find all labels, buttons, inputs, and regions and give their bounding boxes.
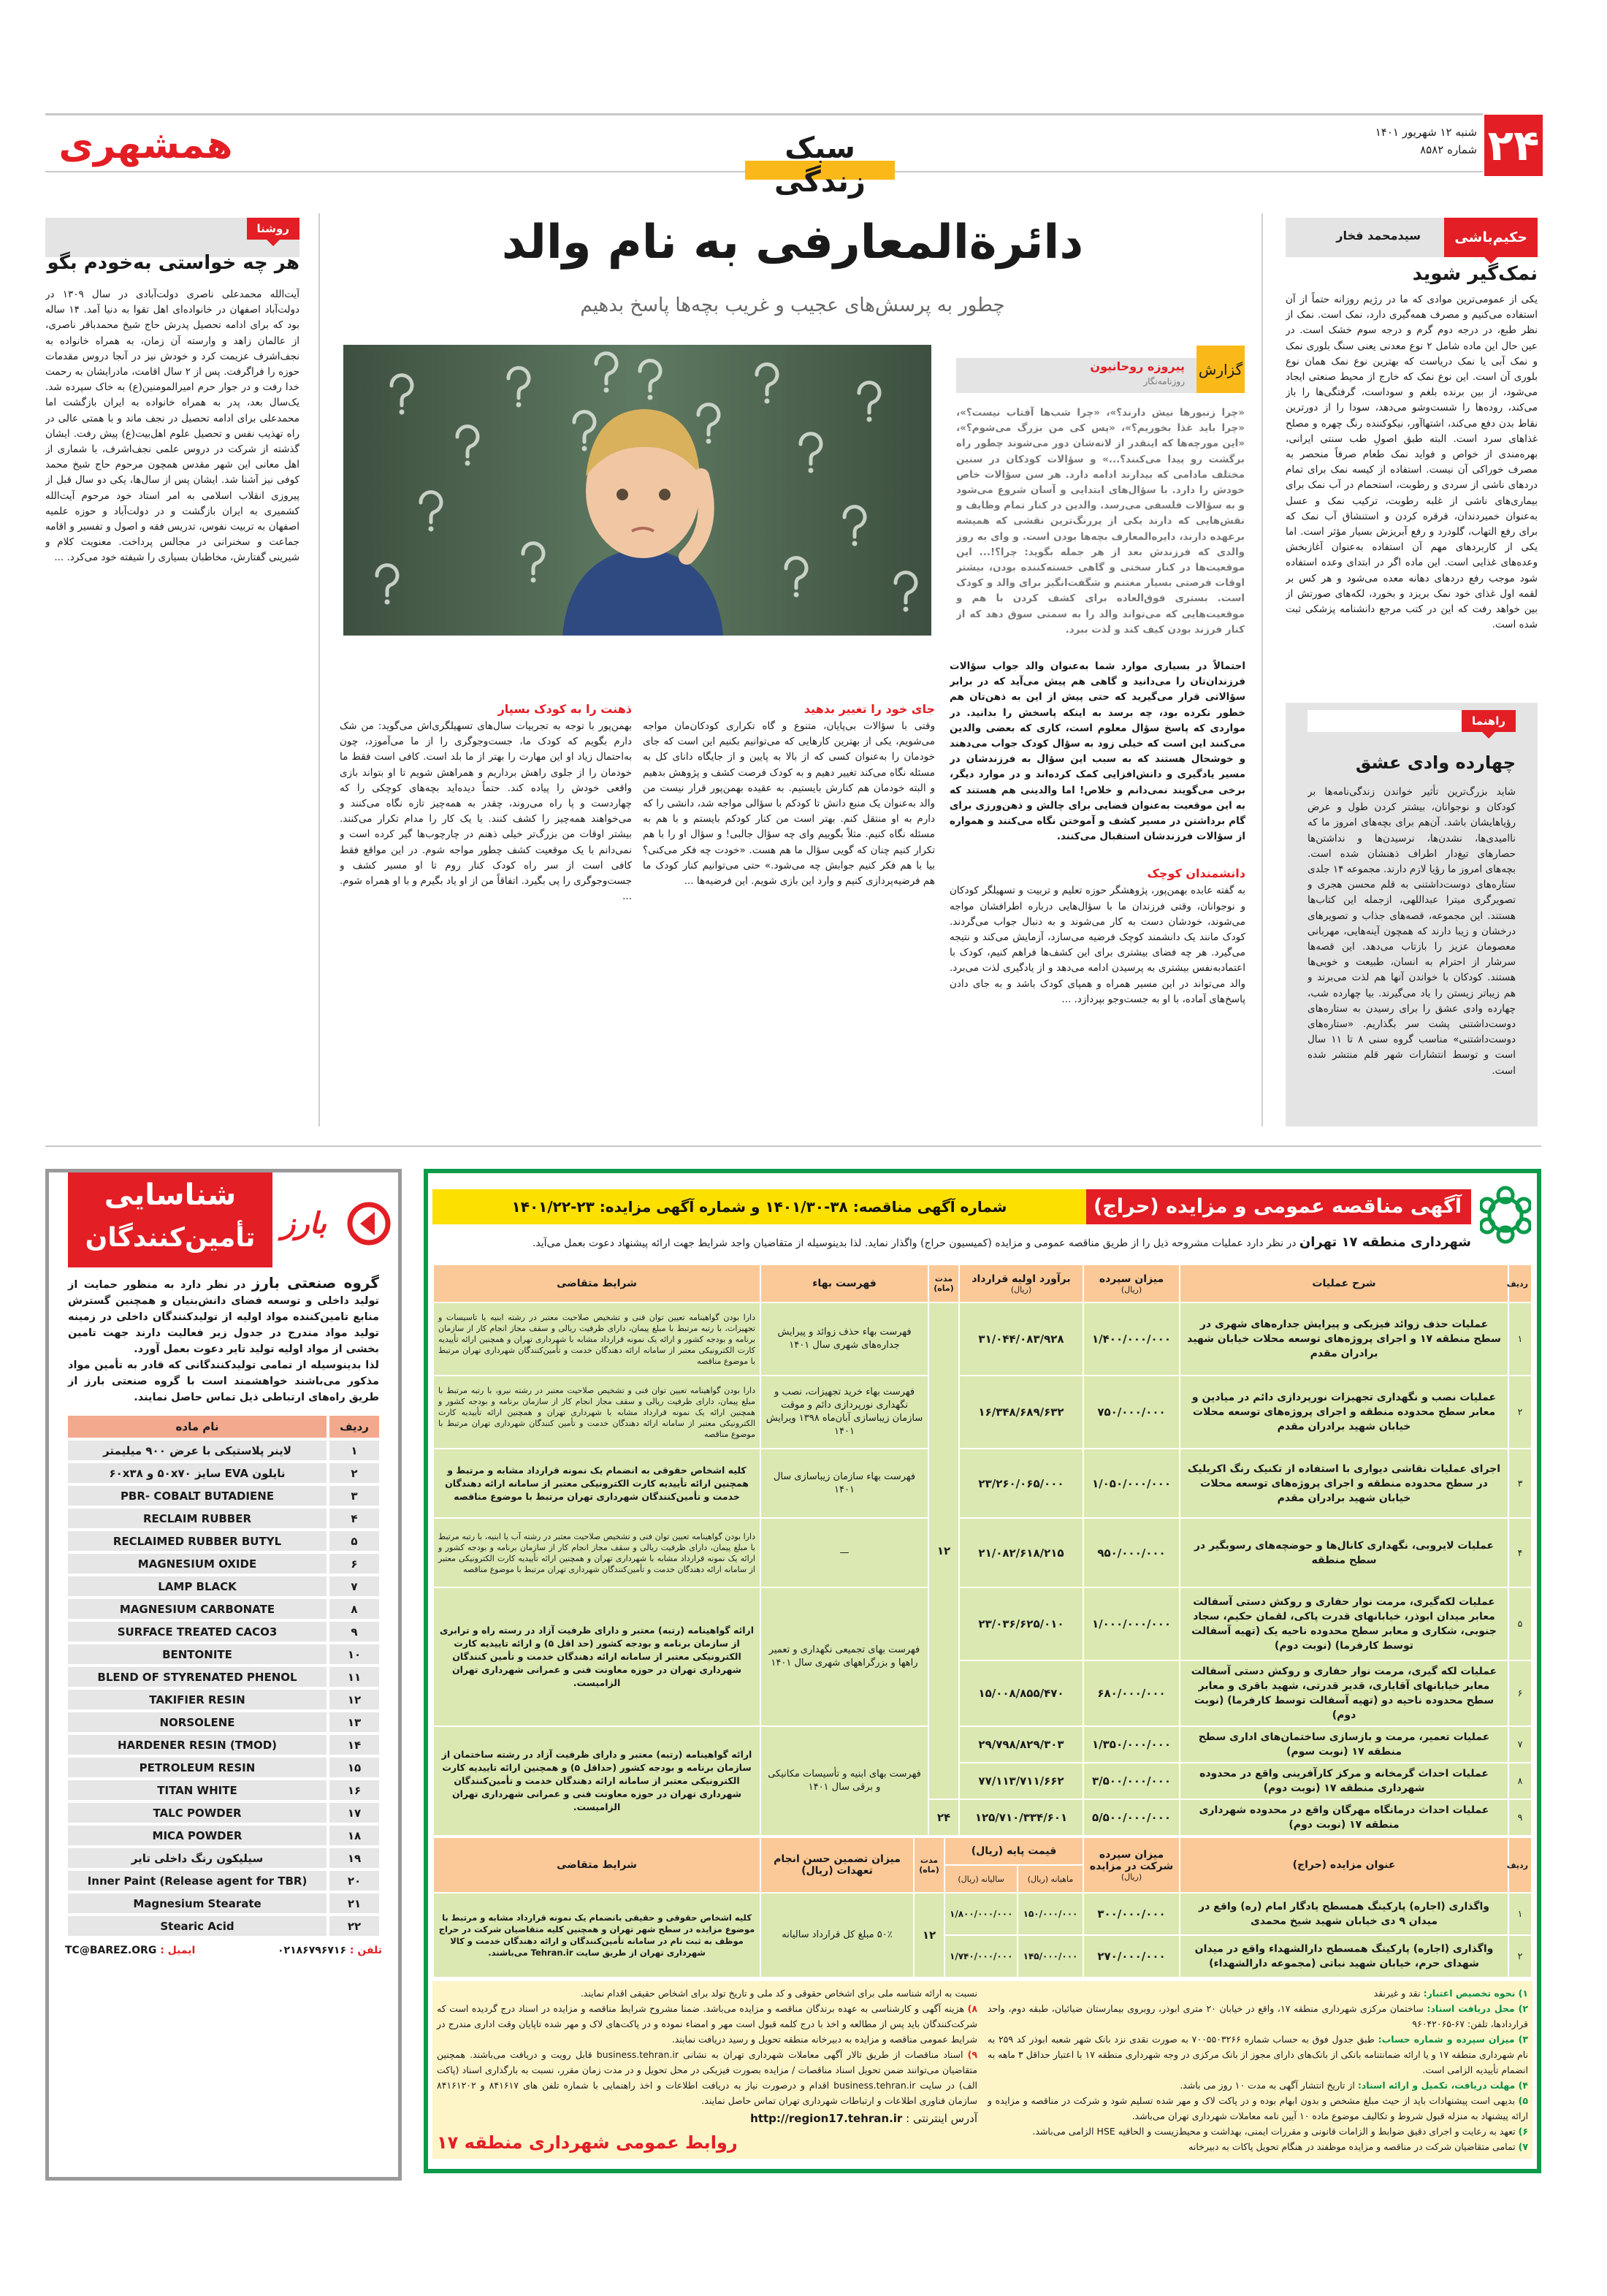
- column-header: [914, 1837, 944, 1893]
- column-divider: [1261, 213, 1263, 1126]
- header-text: میزان سپرده: [1099, 1273, 1164, 1285]
- note-key: ۸): [967, 2003, 977, 2014]
- row-number: ۵: [329, 1531, 379, 1551]
- phone-label: تلفن :: [349, 1945, 382, 1956]
- table-row: [433, 1518, 1532, 1587]
- article-text: بهمن‌پور با توجه به تجربیات سال‌های تسهیلگری‌اش می‌گوید: من شک دارم بگویم که کودک ما، جست‌وجوگری را از ما می‌آموزد، چون به‌احتمال زیاد او این مهارت را بهتر از ما بلد است. کافی است فقط ما خودمان را از جلوی راهش برداریم و همراهش شویم تا او بتواند بازی واقعی خودش را پیاده کند. حتماً دیده‌اید بچه‌های کوچکی را که چهاردست و پا راه می‌روند، چقدر به همه‌چیز تازه نگاه می‌کنند و می‌خواهند همه‌چیز را کشف کنند. یا یک کار را مدام تکرار می‌کنند. بیشتر اوقات من بزرگ‌تر خیلی ذهنم در چارچوب‌ها گیر کرده است و نمی‌دانم با یک موقعیت کشف چطور مواجه شوم. در این مواقع فقط کافی است از سر راه کودک کنار روم تا او مسیر کشف و جست‌وجوگری را پی بگیرد. اتفاقاً من از او یاد بگیرم و با او همراه شوم. ...: [340, 720, 632, 903]
- note-text: هزینه آگهی و کارشناسی به عهده برندگان مناقصه و مزایده می‌باشد. ضمنا مشروح شرایط مناقصه و مزایده در اسناد درج گردیده است که شرکت‌کنندگان باید پس از مطالعه و اخذ با درج کلمه قبول است مهر و امضاء نموده و در پاکت‌های لاک و مهر شده تاپایان وقت اداری مندرج در شرایط عمومی مناقصه و مزایده به دبیرخانه منطقه تحویل و رسید دریافت نمایند.: [437, 2003, 977, 2045]
- article-text: به گفته عابده بهمن‌پور، پژوهشگر حوزه تعلیم و تربیت و تسهیلگر کودکان و نوجوانان، وقتی فرزندان ما با سؤال‌هایی درباره اطرافشان مواجه می‌شوند، خودشان دست به کار می‌شوند و به دنبال جواب می‌گردند. کودک مانند یک دانشمند کوچک فرضیه می‌سازد، آزمایش می‌کند و نتیجه می‌گیرد. هر چه فضای بیشتری برای این کشف‌ها فراهم کنیم، کودک با اعتمادبه‌نفس بیشتری به پرسیدن ادامه می‌دهد و از یادگیری لذت می‌برد. والد می‌تواند در این مسیر همراه و همپای کودک باشد و به جای دادن پاسخ‌های آماده، با او به جست‌وجو بپردازد. ...: [950, 885, 1245, 1005]
- deposit-amount: ۶۸۰/۰۰۰/۰۰۰: [1083, 1660, 1180, 1726]
- price-list: فهرست بهاء خرید تجهیزات، نصب و نگهداری نورپردازی دائم و موقت سازمان زیباسازی آبان‌ماه ۱۳۹۸ ویرایش ۱۴۰۱: [760, 1376, 928, 1449]
- table-row: [68, 1622, 379, 1641]
- row-number: ۲۰: [329, 1871, 379, 1891]
- note-item: [988, 2078, 1528, 2093]
- article-body: یکی از عمومی‌ترین موادی که ما در رژیم روزانه حتماً از آن استفاده می‌کنیم و مصرف همه‌گیری دارد، نمک است. نمک از نظر طبع، در درجه دوم گرم و درجه سوم خشک است. در عین حال این ماده شامل ۲ نوع معدنی یعنی سنگ بلوری نمک و نمک آبی یا نمک دریاست که بهترین نوع نمک همان نوع بلوری آن است. این نوع نمک که خارج از محیط صنعتی ایجاد می‌شود، از بین برنده بلغم و سوداست، گرفتگی‌ها را باز می‌کند، روده‌ها را شست‌وشو می‌دهد، سودا را از دورترین نقاط بدن دفع می‌کند، اشتهاآور، نیکوکننده رنگ چهره و مصلح غذاهای سرد است. البته طبق اصولِ طب سنتی ایرانی، بهره‌مندی از خواص و فواید نمک طعام صرفاً منحصر به مصرف خوراکی آن نیست. استفاده از کیسه نمک برای تمام دردهای ناشی از سردی و رطوبت، استحمام در آب نمک برای بیماری‌های ناشی از غلبه رطوبت، ترکیب نمک و عسل به‌عنوان خمیردندان، قرقره کردن و استنشاق آب نمک که برای رفع التهاب، گلودرد و رفع آبریزش بسیار مؤثر است. اما یکی از کاربردهای مهم آن استفاده به‌عنوان آغازبخش وعده‌های غذایی است. این ماده اگر در ابتدای وعده استفاده شود موجب رفع دردهای دهانه معده می‌شود و هر کس بر لقمه اول غذای خود نمک بریزد و بخورد، لکه‌های صورتش از بین خواهد رفت که این در کتب مرجع دانشنامه پزشکی ثبت شده است.: [1286, 294, 1538, 631]
- section-title-text: سبک زندگی: [774, 131, 866, 199]
- column-header: فهرست بهاء: [760, 1265, 928, 1303]
- row-number: ۶: [329, 1554, 379, 1574]
- column-header: شرایط متقاضی: [433, 1265, 760, 1303]
- row-number: ۱۷: [329, 1803, 379, 1823]
- author-name: سیدمحمد فخار: [1336, 229, 1421, 243]
- note-key: ۷): [1518, 2141, 1528, 2152]
- note-item: [988, 1986, 1528, 2001]
- kicker-report: گزارش: [1196, 346, 1245, 393]
- header-unit: (ماه): [919, 1865, 939, 1874]
- row-number: ۹: [329, 1622, 379, 1641]
- row-number: ۱: [1508, 1303, 1532, 1376]
- column-divider: [318, 213, 320, 1126]
- ad-contacts: [65, 1945, 382, 1956]
- row-number: ۸: [1508, 1763, 1532, 1799]
- table-row: [433, 1449, 1532, 1518]
- note-text: اسناد مناقصات از طریق تالار آگهی معاملات شهرداری تهران به نشانی business.tehran.ir قابل رویت و دریافت می‌باشند. همچنین متقاضیان می‌توانند ضمن تحویل اسناد مناقصات / مزایده بصورت فیزیکی در محل تحویل و در مدت زمان مقرر، نسبت به بارگذاری اسناد (پاکت الف) در سایت business.tehran.ir اقدام و درصورت نیاز به دریافت اطلاعات و اخذ راهنمایی با شماره تلفن های ۸۴۱۶۱۷ و ۸۴۱۶۱۲۰۲ سازمان فناوری اطلاعات و ارتباطات شهرداری تهران تماس حاصل نمایند.: [437, 2049, 978, 2106]
- tender-ad: [424, 1169, 1541, 2173]
- article-intro: «چرا زنبورها نیش دارند؟»، «چرا شب‌ها آفتاب نیست؟»، «چرا باید غذا بخوریم؟»، «پس کی من بزرگ می‌شوم؟»، «این مورچه‌ها که اینقدر از لانه‌شان دور می‌شوند چطور راه برگشت رو پیدا می‌کنند؟...» و سؤالات کودکان در سنین مختلف مادامی که بیدارند ادامه دارد. هر سن سؤالات خاص خودش را دارد. با سؤال‌های ابتدایی و آسان شروع می‌شود و به سؤالات فلسفی می‌رسد. والدین در کنار تمام وظایف و نقش‌هایی که دارند یکی از پررنگ‌ترین نقشی که همیشه برعهده دارند، دایره‌المعارف بچه‌ها بودن است. و وای به روز والدی که فرزندش بعد از هر جمله بگوید: چرا؟!... این موقعیت‌ها در کنار سختی و گاهی خسته‌کننده بودن، بیشتر اوقات فرصتی بسیار مغتنم و شگفت‌انگیز برای والد و کودک است. بستری فوق‌العاده برای کشف کردن با هم و موقعیت‌هایی که می‌تواند والد را به سمتی سوق دهد که از کنار فرزند بودن کیف کند و لذت ببرد.: [956, 407, 1245, 636]
- phone: [278, 1945, 382, 1956]
- note-item: [437, 1986, 977, 2001]
- operation-description: عملیات حذف زوائد فیزیکی و پیرایش جداره‌های شهری در سطح منطقه ۱۷ و اجرای پروژه‌های توسعه محلات خیابان شهید برادران مقدم: [1180, 1303, 1508, 1376]
- material-name: لاینر پلاستیکی با عرض ۹۰۰ میلیمتر: [68, 1441, 327, 1460]
- table-row: [68, 1848, 379, 1868]
- column-header: شرایط متقاضی: [433, 1837, 760, 1893]
- barez-logo-text: بارز: [281, 1207, 327, 1240]
- header-text: مدت: [920, 1856, 939, 1865]
- deposit-amount: ۱/۰۵۰/۰۰۰/۰۰۰: [1083, 1449, 1180, 1518]
- email: [65, 1945, 195, 1956]
- column-header: میزان تضمین حسن انجام تعهدات (ریال): [760, 1837, 914, 1893]
- table-row: [68, 1554, 379, 1574]
- price-list: فهرست بهای ابنیه و تأسیسات مکانیکی و برقی سال ۱۴۰۱: [760, 1726, 928, 1836]
- question-marks-chalkboard-illustration: [343, 345, 931, 636]
- column-header: [959, 1265, 1083, 1303]
- website-link[interactable]: http://region17.tehran.ir: [750, 2112, 903, 2125]
- notes-left-column: [437, 1986, 977, 2154]
- tender-table: [432, 1264, 1532, 1978]
- material-name: Inner Paint (Release agent for TBR): [68, 1871, 327, 1891]
- contract-estimate: ۱۵/۰۰۸/۸۵۵/۴۷۰: [959, 1660, 1083, 1726]
- table-row: [433, 1587, 1532, 1660]
- material-name: PBR- COBALT BUTADIENE: [68, 1486, 327, 1506]
- row-number: ۴: [329, 1509, 379, 1528]
- yearly-price: ۱/۸۰۰/۰۰۰/۰۰۰: [944, 1893, 1018, 1935]
- note-text: ساختمان مرکزی شهرداری منطقه ۱۷، واقع در خیابان ۲۰ متری ابوذر، روبروی بیمارستان ضیائیان، طبقه دوم، واحد قراردادها، تلفن: ۶۷-۹۶۰۴۲۰۶۵: [988, 2003, 1528, 2029]
- row-number: ۱۴: [329, 1735, 379, 1755]
- author-role: روزنامه‌نگار: [1143, 376, 1185, 386]
- note-text: تعهد به رعایت و اجرای دقیق ضوابط و الزامات قانونی و مقررات ایمنی، بهداشت و محیط‌زیست و الحاقیه HSE الزامی می‌باشد.: [1032, 2126, 1516, 2137]
- duration-months: ۱۲: [928, 1303, 959, 1799]
- tender-numbers: شماره آگهی مناقصه: ۳۸-۱۴۰۱/۳۰ و شماره آگهی مزایده: ۲۳-۱۴۰۱/۲۲: [432, 1189, 1086, 1224]
- contract-estimate: ۷۷/۱۱۳/۷۱۱/۶۶۲: [959, 1763, 1083, 1799]
- applicant-conditions: ارائه گواهینامه (رتبه) معتبر و دارای ظرفیت آزاد در رشته ساختمان از سازمان برنامه و بودجه کشور (حداقل ۵) و همچنین ارائه تاییدیه کارت الکترونیکی معتبر از سامانه ارائه دهندگان خدمت و تأمین‌کنندگان شهرداری تهران در حوزه معاونت فنی و عمرانی شهرداری تهران الزامیست.: [433, 1726, 760, 1836]
- note-text: طبق جدول فوق به حساب شماره ۷۰۰۵۵۰۳۲۶۶ به صورت نقدی نزد بانک شهر شعبه ابوذر کد ۲۵۹ به نام شهرداری منطقه ۱۷ و یا ارائه ضمانتنامه بانکی از بانک‌های دارای مجوز از بانک مرکزی در وجه شهرداری منطقه ۱۷ با اعتبار حداقل ۳ ماهه به انضمام تأییدیه الزامی است.: [988, 2034, 1528, 2075]
- column-header: شرح عملیات: [1180, 1265, 1508, 1303]
- row-number: ۸: [329, 1599, 379, 1619]
- guide-body: شاید بزرگ‌ترین تأثیر خواندن زندگی‌نامه‌ها بر کودکان و نوجوانان، بیشتر کردن طول و عرض رؤیاهایشان باشد. آن‌هم برای بچه‌های امروز ما که ناامیدی‌ها، نشدن‌ها، نرسیدن‌ها و نداشتن‌ها حصارهای تیغ‌دار اطراف ذهنشان شده است. بچه‌های امروز ما رؤیا لازم دارند. مجموعه ۱۴ جلدی ستاره‌های دوست‌داشتنی به قلم محسن هجری و تصویرگری میترا عبداللهی، ازجمله این کتاب‌ها هستند. این مجموعه، قصه‌های جذاب و تصویرهای درخشان و زیبا دارند که همچون آینه‌هایی، مهربانی معصومان عزیز را بازتاب می‌دهد. این قصه‌ها سرشار از احترام به انسان، طبیعت و خوبی‌ها هستند. کودکان با خواندن آنها هم لذت می‌برند و هم زیباتر زیستن را یاد می‌گیرند. بیا چهارده شب، چهارده وادی عشق را برای رسیدن به ستاره‌های دوست‌داشتنی پشت سر بگذاریم. «ستاره‌های دوست‌داشتنی» مناسب گروه سنی ۸ تا ۱۱ سال است و توسط انتشارات شهر قلم منتشر شده است.: [1308, 786, 1516, 1077]
- deposit-amount: ۹۵۰/۰۰۰/۰۰۰: [1083, 1518, 1180, 1587]
- auction-title: واگذاری (اجاره) پارکینگ همسطح دارالشهداء واقع در میدان شهدای حرم، خیابان شهید نباتی (مجموعه دارالشهداء): [1180, 1935, 1508, 1977]
- deposit-amount: ۳/۵۰۰/۰۰۰/۰۰۰: [1083, 1763, 1180, 1799]
- deposit-amount: ۷۵۰/۰۰۰/۰۰۰: [1083, 1376, 1180, 1449]
- table-row: [68, 1576, 379, 1596]
- header-unit: (ماه): [934, 1284, 954, 1293]
- guarantee-amount: ۵۰٪ مبلغ کل قرارداد سالیانه: [760, 1893, 914, 1977]
- header-unit: (ریال): [1121, 1872, 1142, 1882]
- row-number: ۷: [329, 1576, 379, 1596]
- operation-description: عملیات نصب و نگهداری تجهیزات نورپردازی دائم در میادین و معابر سطح محدوده منطقه و اجرای پروژه‌های توسعه محلات خیابان شهید برادران مقدم: [1180, 1376, 1508, 1449]
- operation-description: عملیات تعمیر، مرمت و بازسازی ساختمان‌های اداری سطح منطقه ۱۷ (نوبت سوم): [1180, 1726, 1508, 1763]
- contract-estimate: ۱۲۵/۷۱۰/۳۳۴/۶۰۱: [959, 1799, 1083, 1836]
- operation-description: عملیات لکه‌گیری، مرمت نوار حفاری و روکش دستی آسفالت معابر میدان ابوذر، خیابانهای قدرت پاکی، لقمان حکیم، سجاد جنوبی، شکاری و معابر سطح محدوده ناحیه یک (تهیه آسفالت توسط کارفرما) (نوبت دوم): [1180, 1587, 1508, 1660]
- child-figure: [562, 409, 723, 636]
- header-unit: (ریال): [1121, 1284, 1142, 1294]
- subheading: ذهنت را به کودک بسپار: [497, 702, 632, 716]
- row-number: ۱: [1508, 1893, 1532, 1935]
- note-item: [988, 2124, 1528, 2139]
- note-item: [988, 2139, 1528, 2154]
- operation-description: عملیات احداث گرمخانه و مرکز کارآفرینی واقع در محدوده شهرداری منطقه ۱۷ (نوبت دوم): [1180, 1763, 1508, 1799]
- column-header: [1083, 1265, 1180, 1303]
- note-text: نقد و غیرنقد: [1373, 1988, 1421, 1999]
- material-name: Stearic Acid: [68, 1916, 327, 1936]
- barez-ad: [45, 1169, 402, 2181]
- table-row: [433, 1893, 1532, 1935]
- row-number: ۶: [1508, 1660, 1532, 1726]
- header-text: برآورد اولیه قرارداد: [972, 1273, 1071, 1285]
- tender-title: آگهی مناقصه عمومی و مزایده (حراج): [1084, 1189, 1471, 1224]
- row-number: ۹: [1508, 1799, 1532, 1836]
- material-name: نایلون EVA سایز ۵۰x۷۰ و ۶۰x۳۸: [68, 1463, 327, 1483]
- row-number: ۲: [1508, 1376, 1532, 1449]
- row-number: ۱۶: [329, 1780, 379, 1800]
- material-name: HARDENER RESIN (TMOD): [68, 1735, 327, 1755]
- contract-estimate: ۲۹/۷۹۸/۸۲۹/۳۰۳: [959, 1726, 1083, 1763]
- column-header: ردیف: [1508, 1837, 1532, 1893]
- material-name: TITAN WHITE: [68, 1780, 327, 1800]
- ad-intro-text-2: لذا بدینوسیله از تمامی تولیدکنندگانی که قادر به تأمین مواد مذکور می‌باشند خواهشمند است با گروه صنعتی بارز از طریق راه‌های ارتباطی ذیل تماس حاصل نمایند.: [68, 1359, 379, 1403]
- column-label-bar: [1286, 218, 1538, 257]
- note-key: ۴) مهلت دریافت، تکمیل و ارائه اسناد:: [1357, 2080, 1528, 2091]
- row-number: ۲۲: [329, 1916, 379, 1936]
- row-number: ۱۹: [329, 1848, 379, 1868]
- article-column-2: [643, 698, 935, 1126]
- duration-months: ۲۴: [928, 1799, 959, 1836]
- contract-estimate: ۲۳/۰۳۶/۶۲۵/۰۱۰: [959, 1587, 1083, 1660]
- deposit-amount: ۲۷۰/۰۰۰/۰۰۰: [1083, 1935, 1180, 1977]
- ad-headline-box: [68, 1172, 272, 1267]
- tender-intro: [434, 1235, 1471, 1250]
- material-name: SURFACE TREATED CACO3: [68, 1622, 327, 1641]
- materials-table: [65, 1413, 382, 1939]
- note-text: از تاریخ انتشار آگهی به مدت ۱۰ روز می باشد.: [1180, 2080, 1355, 2091]
- header-unit: (ریال): [1010, 1284, 1032, 1294]
- main-subtitle: چطور به پرسش‌های عجیب و غریب بچه‌ها پاسخ بدهیم: [580, 294, 1005, 316]
- column-header: [1083, 1837, 1180, 1893]
- kicker-rahnama: راهنما: [1462, 710, 1516, 732]
- article-photo: [343, 345, 931, 636]
- column-header-name: نام ماده: [68, 1416, 327, 1438]
- article-title: نمک‌گیر شوید: [1412, 263, 1538, 285]
- row-number: ۱۵: [329, 1758, 379, 1777]
- hamshahri-logo: همشهری: [58, 123, 233, 167]
- note-text: نسبت به ارائه شناسه ملی برای اشخاص حقوقی و کد ملی و تاریخ تولد برای اشخاص حقیقی اقدام نمایند.: [580, 1988, 977, 1999]
- notes-right-column: [988, 1986, 1528, 2154]
- barez-logo-emblem-icon: [347, 1202, 391, 1246]
- operation-description: اجرای عملیات نقاشی دیواری با استفاده از تکنیک رنگ اکریلیک در سطح محدوده منطقه و اجرای پروژه‌های توسعه محلات خیابان شهید برادران مقدم: [1180, 1449, 1508, 1518]
- signature: روابط عمومی شهرداری منطقه ۱۷: [437, 2132, 738, 2153]
- note-item: [988, 2032, 1528, 2078]
- article-title: هر چه خواستی به‌خودم بگو: [47, 252, 299, 274]
- row-number: ۷: [1508, 1726, 1532, 1763]
- column-header-row: ردیف: [329, 1416, 379, 1438]
- kicker-roshana: روشنا: [247, 218, 299, 240]
- phone-number: ۰۲۱۸۶۷۹۶۷۱۶: [278, 1945, 346, 1956]
- row-number: ۱۲: [329, 1690, 379, 1709]
- applicant-conditions: دارا بودن گواهینامه تعیین توان فنی و تشخیص صلاحیت معتبر در رشته ابنیه یا تاسیسات و تجهیزات، با رتبه مرتبط با مبلغ پیمان، دارای ظرفیت ریالی و سقف مجاز انجام کار از سازمان برنامه و بودجه کشور و ارائه یک نمونه قرارداد مشابه با شهرداری تهران و همچنین ارائه تأییدیه کارت الکترونیکی معتبر از سامانه ارائه دهندگان خدمت و تأمین‌کنندگان شهرداری تهران مرتبط با موضوع مناقصه: [433, 1303, 760, 1376]
- subheading: جای خود را تغییر بدهید: [804, 702, 935, 716]
- table-row: [433, 1303, 1532, 1376]
- website-label: آدرس اینترنتی :: [906, 2112, 977, 2125]
- column-label-bar: [45, 218, 299, 257]
- article-column-1: [950, 659, 1245, 1126]
- table-row: [68, 1644, 379, 1664]
- row-number: ۱۳: [329, 1712, 379, 1732]
- material-name: MAGNESIUM CARBONATE: [68, 1599, 327, 1619]
- column-header: ردیف: [1508, 1265, 1532, 1303]
- material-name: BLEND OF STYRENATED PHENOL: [68, 1667, 327, 1687]
- applicant-conditions: کلیه اشخاص حقوقی به انضمام یک نمونه قرارداد مشابه و مرتبط و همچنین ارائه تأییدیه کارت الکترونیکی معتبر از سامانه ارائه دهندگان خدمت و تأمین‌کنندگان شهرداری تهران مرتبط با موضوع مناقصه: [433, 1449, 760, 1518]
- row-number: ۵: [1508, 1587, 1532, 1660]
- yearly-price: ۱/۷۴۰/۰۰۰/۰۰۰: [944, 1935, 1018, 1977]
- note-item: [437, 2001, 977, 2047]
- note-key: ۶): [1518, 2126, 1528, 2137]
- note-key: ۱) نحوه تخصیص اعتبار:: [1423, 1988, 1528, 1999]
- price-list: فهرست بهاء حذف زوائد و پیرایش جداره‌های شهری سال ۱۴۰۱: [760, 1303, 928, 1376]
- table-row: [68, 1916, 379, 1936]
- org-name: شهرداری منطقه ۱۷ تهران: [1299, 1235, 1471, 1250]
- note-key: ۲) محل دریافت اسناد:: [1427, 2003, 1528, 2014]
- column-header: سالیانه (ریال): [944, 1865, 1018, 1893]
- guide-title: چهارده وادی عشق: [1355, 752, 1516, 773]
- company-name: گروه صنعتی بارز: [251, 1274, 379, 1292]
- row-number: ۲۱: [329, 1893, 379, 1913]
- note-key: ۹): [967, 2049, 977, 2060]
- row-number: ۱۸: [329, 1826, 379, 1845]
- material-name: Magnesium Stearate: [68, 1893, 327, 1913]
- applicant-conditions: ارائه گواهینامه (رتبه) معتبر و دارای ظرفیت آزاد در رسته راه و ترابری از سازمان برنامه و بودجه کشور (حد اقل ۵) و ارائه تاییدیه کارت الکترونیکی معتبر از سامانه ارائه دهندگان خدمت و تأمین کنندگان شهرداری تهران در حوزه معاونت فنی و عمرانی شهرداری تهران الزامیست.: [433, 1587, 760, 1726]
- reporter-byline: [956, 358, 1245, 393]
- table-row: [68, 1871, 379, 1891]
- note-key: ۵): [1518, 2095, 1529, 2106]
- tehran-municipality-logo-icon: [1480, 1182, 1531, 1248]
- contract-estimate: ۲۳/۲۶۰/۰۶۵/۰۰۰: [959, 1449, 1083, 1518]
- material-name: RECLAIMED RUBBER BUTYL: [68, 1531, 327, 1551]
- monthly-price: ۱۵۰/۰۰۰/۰۰۰: [1018, 1893, 1083, 1935]
- note-item: [988, 2001, 1528, 2032]
- ad-headline: شناسایی: [104, 1178, 237, 1212]
- guide-label-bar: [1308, 710, 1516, 732]
- material-name: BENTONITE: [68, 1644, 327, 1664]
- row-number: ۱۱: [329, 1667, 379, 1687]
- column-header: عنوان مزایده (حراج): [1180, 1837, 1508, 1893]
- table-row: [68, 1826, 379, 1845]
- price-list: فهرست بهاء سازمان زیباسازی سال ۱۴۰۱: [760, 1449, 928, 1518]
- article-body: آیت‌الله محمدعلی ناصری دولت‌آبادی در سال ۱۳۰۹ در دولت‌آباد اصفهان در خانواده‌ای اهل تقوا به دنیا آمد. ۱۴ ساله بود که برای ادامه تحصیل پدرش حاج شیخ محمدباقر ناصری، از عالمان زاهد و وارسته آن زمان، به همراه خانواده به نجف‌اشرف عزیمت کرد و خودش نیز در آنجا دروس مقدمات حوزه را فراگرفت. پس از ۲ سال اقامت، مادرایشان به رحمت خدا رفت و در جوار حرم امیرالمومنین(ع) به خاک سپرده شد. یک‌سال بعد، پدر به همراه خانواده به ایران بازگشت اما محمدعلی برای ادامه تحصیل در نجف ماند و با همتی عالی در راه تهذیب نفس و تحصیل علوم اهل‌بیت(ع) پیش رفت. ایشان گذشته از شرکت در دروس علمی نجف‌اشرف، با شماری از اهل معانی این شهر مقدس همچون مرحوم حاج شیخ محمد کوفی نیز آشنا شد. ایشان پس از سال‌ها، یکی دو سال قبل از پیروزی انقلاب اسلامی به امر استاد خود مرحوم آیت‌الله کشمیری به ایران بازگشت و در دولت‌آباد و حوزه علمیه اصفهان به تربیت نفوس، تدریس فقه و اصول و تفسیر و اقامه جماعت و سخنرانی در مجالس پرداخت. معنویت کلام و شیرینی گفتارش، مخاطبان بسیاری را شیفته خود می‌کرد. ...: [45, 289, 299, 564]
- row-number: ۱: [329, 1441, 379, 1460]
- table-row: [68, 1509, 379, 1528]
- applicant-conditions: کلیه اشخاص حقوقی و حقیقی بانضمام یک نمونه قرارداد مشابه و مرتبط با موضوع مزایده در سطح شهر تهران و همچنین کلیه متقاضیان شرکت در حراج موظف به ثبت نام در سامانه تأمین‌کنندگان و ارائه دهندگان خدمت و کالا شهرداری تهران از طریق سایت Tehran.ir می‌باشند.: [433, 1893, 760, 1977]
- note-key: ۳) میزان سپرده و شماره حساب:: [1378, 2034, 1529, 2045]
- deposit-amount: ۱/۴۰۰/۰۰۰/۰۰۰: [1083, 1303, 1180, 1376]
- row-number: ۲: [329, 1463, 379, 1483]
- article-text: احتمالاً در بسیاری موارد شما به‌عنوان والد جواب سؤالات فرزندان‌تان را می‌دانید و گاهی هم پیش می‌آید که در برابر سؤالاتی قرار می‌گیرید که حتی پیش از این به ذهن‌تان هم خطور نکرده بود، چه برسد به اینکه پاسخش را بدانید. در مواردی که پاسخ سؤال معلوم است، کاری که بعضی والدین می‌کنند این است که خیلی زود به سؤال کودک جواب می‌دهند و خوشحال هستند که به سبب این سؤال به فرزندشان در مسیر یادگیری و دانش‌افزایی کمک کرده‌اند و در موارد دیگر، برخی می‌گویند نمی‌دانم و خلاص! اما والدینی هم هستند که به این موقعیت به‌عنوان فضایی برای چالش و ذهن‌ورزی برای گام برداشتن در مسیر کشف و آموختن نگاه می‌کنند و همواره از سؤالات فرزندشان استقبال می‌کنند.: [950, 660, 1245, 843]
- material-name: NORSOLENE: [68, 1712, 327, 1732]
- main-headline: دائرةالمعارفی به نام والد: [501, 216, 1084, 270]
- column-header: [928, 1265, 959, 1303]
- deposit-amount: ۱/۳۵۰/۰۰۰/۰۰۰: [1083, 1726, 1180, 1763]
- material-name: TALC POWDER: [68, 1803, 327, 1823]
- row-number: ۲: [1508, 1935, 1532, 1977]
- row-number: ۴: [1508, 1518, 1532, 1587]
- table-row: [68, 1463, 379, 1483]
- kicker-hakimbashi: حکیم‌باشی: [1444, 218, 1538, 257]
- applicant-conditions: دارا بودن گواهینامه تعیین توان فنی و تشخیص صلاحیت معتبر در رشته نیرو، با رتبه مرتبط با مبلغ پیمان، دارای ظرفیت ریالی و سقف مجاز انجام کار از سازمان برنامه و بودجه کشور و همچنین ارائه یک نمونه قرارداد مشابه با شهرداری تهران و همچنین ارائه تأییدیه کارت الکترونیکی معتبر از سامانه ارائه دهندگان خدمت و تأمین کنندگان شهرداری تهران مرتبط با موضوع مناقصه: [433, 1376, 760, 1449]
- ad-headline: تأمین‌کنندگان: [85, 1223, 256, 1253]
- table-row: [68, 1486, 379, 1506]
- email-address[interactable]: TC@BAREZ.ORG: [65, 1945, 157, 1956]
- table-row: [68, 1780, 379, 1800]
- barez-logo: [281, 1202, 391, 1246]
- table-row: [68, 1690, 379, 1709]
- operation-description: عملیات لکه گیری، مرمت نوار حفاری و روکش دستی آسفالت معابر خیابانهای آقایاری، قدیر قدرتی، شهید باقری و معابر سطح محدوده ناحیه دو (تهیه آسفالت توسط کارفرما) (نوبت دوم): [1180, 1660, 1508, 1726]
- ads-separator: [45, 1145, 1541, 1147]
- column-header: قیمت پایه (ریال): [944, 1837, 1083, 1865]
- issue-number: شماره ۸۵۸۲: [1420, 143, 1477, 156]
- material-name: TAKIFIER RESIN: [68, 1690, 327, 1709]
- deposit-amount: ۵/۵۰۰/۰۰۰/۰۰۰: [1083, 1799, 1180, 1836]
- column-header: ماهیانه (ریال): [1018, 1865, 1083, 1893]
- row-number: ۳: [1508, 1449, 1532, 1518]
- tender-notes: [432, 1981, 1532, 2159]
- material-name: MICA POWDER: [68, 1826, 327, 1845]
- section-title: [745, 131, 895, 199]
- contract-estimate: ۱۶/۳۴۸/۶۸۹/۶۳۲: [959, 1376, 1083, 1449]
- applicant-conditions: دارا بودن گواهینامه تعیین توان فنی و تشخیص صلاحیت معتبر در رشته آب یا ابنیه، با رتبه مرتبط با مبلغ پیمان، دارای ظرفیت ریالی و سقف مجاز انجام کار از سازمان برنامه و بودجه کشور و ارائه یک نمونه قرارداد مشابه با شهرداری تهران و همچنین ارائه تأییدیه کارت الکترونیکی معتبر از سامانه ارائه دهندگان خدمت و تأمین‌کنندگان شهرداری تهران مرتبط با موضوع مناقصه: [433, 1518, 760, 1587]
- article-text: وقتی با سؤالات بی‌پایان، متنوع و گاه تکراری کودکان‌مان مواجه می‌شویم، یکی از بهترین کارهایی که می‌توانیم بکنیم این است که جای خودمان را به‌عنوان کسی که از بالا به پایین و از جایگاه دانای کل به مسئله نگاه می‌کند تغییر دهیم و به کودک فرصت کشف و پژوهش بدهیم و البته خودمان هم کنارش بایستیم. به عقیده بهمن‌پور قرار نیست من والد به‌عنوان یک منبع دانش تا کودکم با سؤالی مواجه شد، دانشی را که دارم به او منتقل کنم. بهتر است من کنار کودکم بایستم و با هم به مسئله نگاه کنیم. مثلاً بگوییم وای چه سؤال جالبی! و سؤال او را با هم تکرار کنیم چنان که گویی سؤال ما هم هست. «خودت چه فکر می‌کنی؟ بیا با هم فکر کنیم جوابش چه می‌شود.» حتی می‌توانیم کنار کودک ما هم فرضیه‌پردازی کنیم و وارد این بازی شویم. این فرضیه‌ها ...: [643, 720, 935, 888]
- table-row: [68, 1599, 379, 1619]
- note-item: [988, 2093, 1528, 2124]
- ad-intro: [65, 1275, 382, 1406]
- duration-months: ۱۲: [914, 1893, 944, 1977]
- monthly-price: ۱۴۵/۰۰۰/۰۰۰: [1018, 1935, 1083, 1977]
- table-row: [68, 1667, 379, 1687]
- author-name: پیروزه روحانیون: [1090, 359, 1185, 373]
- subheading: دانشمندان کوچک: [1147, 866, 1245, 881]
- guide-box: [1286, 703, 1538, 1126]
- row-number: ۳: [329, 1486, 379, 1506]
- email-label: ایمیل :: [160, 1945, 196, 1956]
- material-name: LAMP BLACK: [68, 1576, 327, 1596]
- material-name: سیلیکون رنگ داخلی تایر: [68, 1848, 327, 1868]
- row-number: ۱۰: [329, 1644, 379, 1664]
- contract-estimate: ۳۱/۰۴۴/۰۸۳/۹۲۸: [959, 1303, 1083, 1376]
- operation-description: عملیات لایروبی، نگهداری کانال‌ها و حوضچه‌های رسوبگیر در سطح منطقه: [1180, 1518, 1508, 1587]
- table-row: [68, 1803, 379, 1823]
- table-row: [433, 1376, 1532, 1449]
- price-list: فهرست بهای تجمیعی نگهداری و تعمیر راهها و بزرگراههای شهری سال ۱۴۰۱: [760, 1587, 928, 1726]
- note-text: بدیهی است پیشنهادات باید از حیث مبلغ مشخص و بدون ابهام بوده و در پاکت لاک و مهر شده تسلیم شود و شرکت در مناقصه و مزایده و ارائه پیشنهاد به منزله قبول شروط و تکالیف موضوع ماده ۱۰ آیین نامه معاملات شهرداری تهران می‌باشد.: [988, 2095, 1528, 2121]
- table-row: [68, 1531, 379, 1551]
- material-name: PETROLEUM RESIN: [68, 1758, 327, 1777]
- tender-intro-text: در نظر دارد عملیات مشروحه ذیل را از طریق مناقصه عمومی و مزایده (کمیسیون حراج) واگذار نماید. لذا بدینوسیله از متقاضیان واجد شرایط جهت ارائه پیشنهاد دعوت بعمل می‌آید.: [532, 1237, 1297, 1249]
- header-text: میزان سپرده شرکت در مزایده: [1089, 1848, 1174, 1872]
- table-row: [68, 1893, 379, 1913]
- table-row: [68, 1712, 379, 1732]
- table-row: [68, 1441, 379, 1460]
- table-row: [68, 1758, 379, 1777]
- article-column-3: [340, 698, 632, 1126]
- table-row: [68, 1735, 379, 1755]
- price-list: —: [760, 1518, 928, 1587]
- ad-intro-text: در نظر دارد به منظور حمایت از تولید داخلی و توسعه فضای دانش‌بنیان و همچنین گسترش منابع تامین‌کننده مواد اولیه از تولیدکنندگان داخلی در زمینه تولید مواد مندرج در جدول زیر فعالیت دارند جهت تامین بخشی از مواد اولیه تولید تایر دعوت بعمل آورد.: [68, 1279, 379, 1355]
- header-top-rule: [45, 113, 1483, 115]
- auction-title: واگذاری (اجاره) پارکینگ همسطح یادگار امام (ره) واقع در میدان ۹ دی خیابان شهید شیخ محمدی: [1180, 1893, 1508, 1935]
- page-number: ۲۴: [1484, 115, 1543, 176]
- table-row: [433, 1726, 1532, 1763]
- page-date: شنبه ۱۲ شهریور ۱۴۰۱: [1375, 126, 1477, 139]
- operation-description: عملیات احداث درمانگاه مهرگان واقع در محدوده شهرداری منطقه ۱۷ (نوبت دوم): [1180, 1799, 1508, 1836]
- contract-estimate: ۲۱/۰۸۲/۶۱۸/۲۱۵: [959, 1518, 1083, 1587]
- note-item: [437, 2047, 977, 2108]
- deposit-amount: ۳۰۰/۰۰۰/۰۰۰: [1083, 1893, 1180, 1935]
- material-name: MAGNESIUM OXIDE: [68, 1554, 327, 1574]
- header-text: مدت: [934, 1274, 953, 1284]
- note-text: تمامی متقاضیان شرکت در مناقصه و مزایده موظفند در هنگام تحویل پاکات به دبیرخانه: [1188, 2141, 1516, 2152]
- deposit-amount: ۱/۰۰۰/۰۰۰/۰۰۰: [1083, 1587, 1180, 1660]
- material-name: RECLAIM RUBBER: [68, 1509, 327, 1528]
